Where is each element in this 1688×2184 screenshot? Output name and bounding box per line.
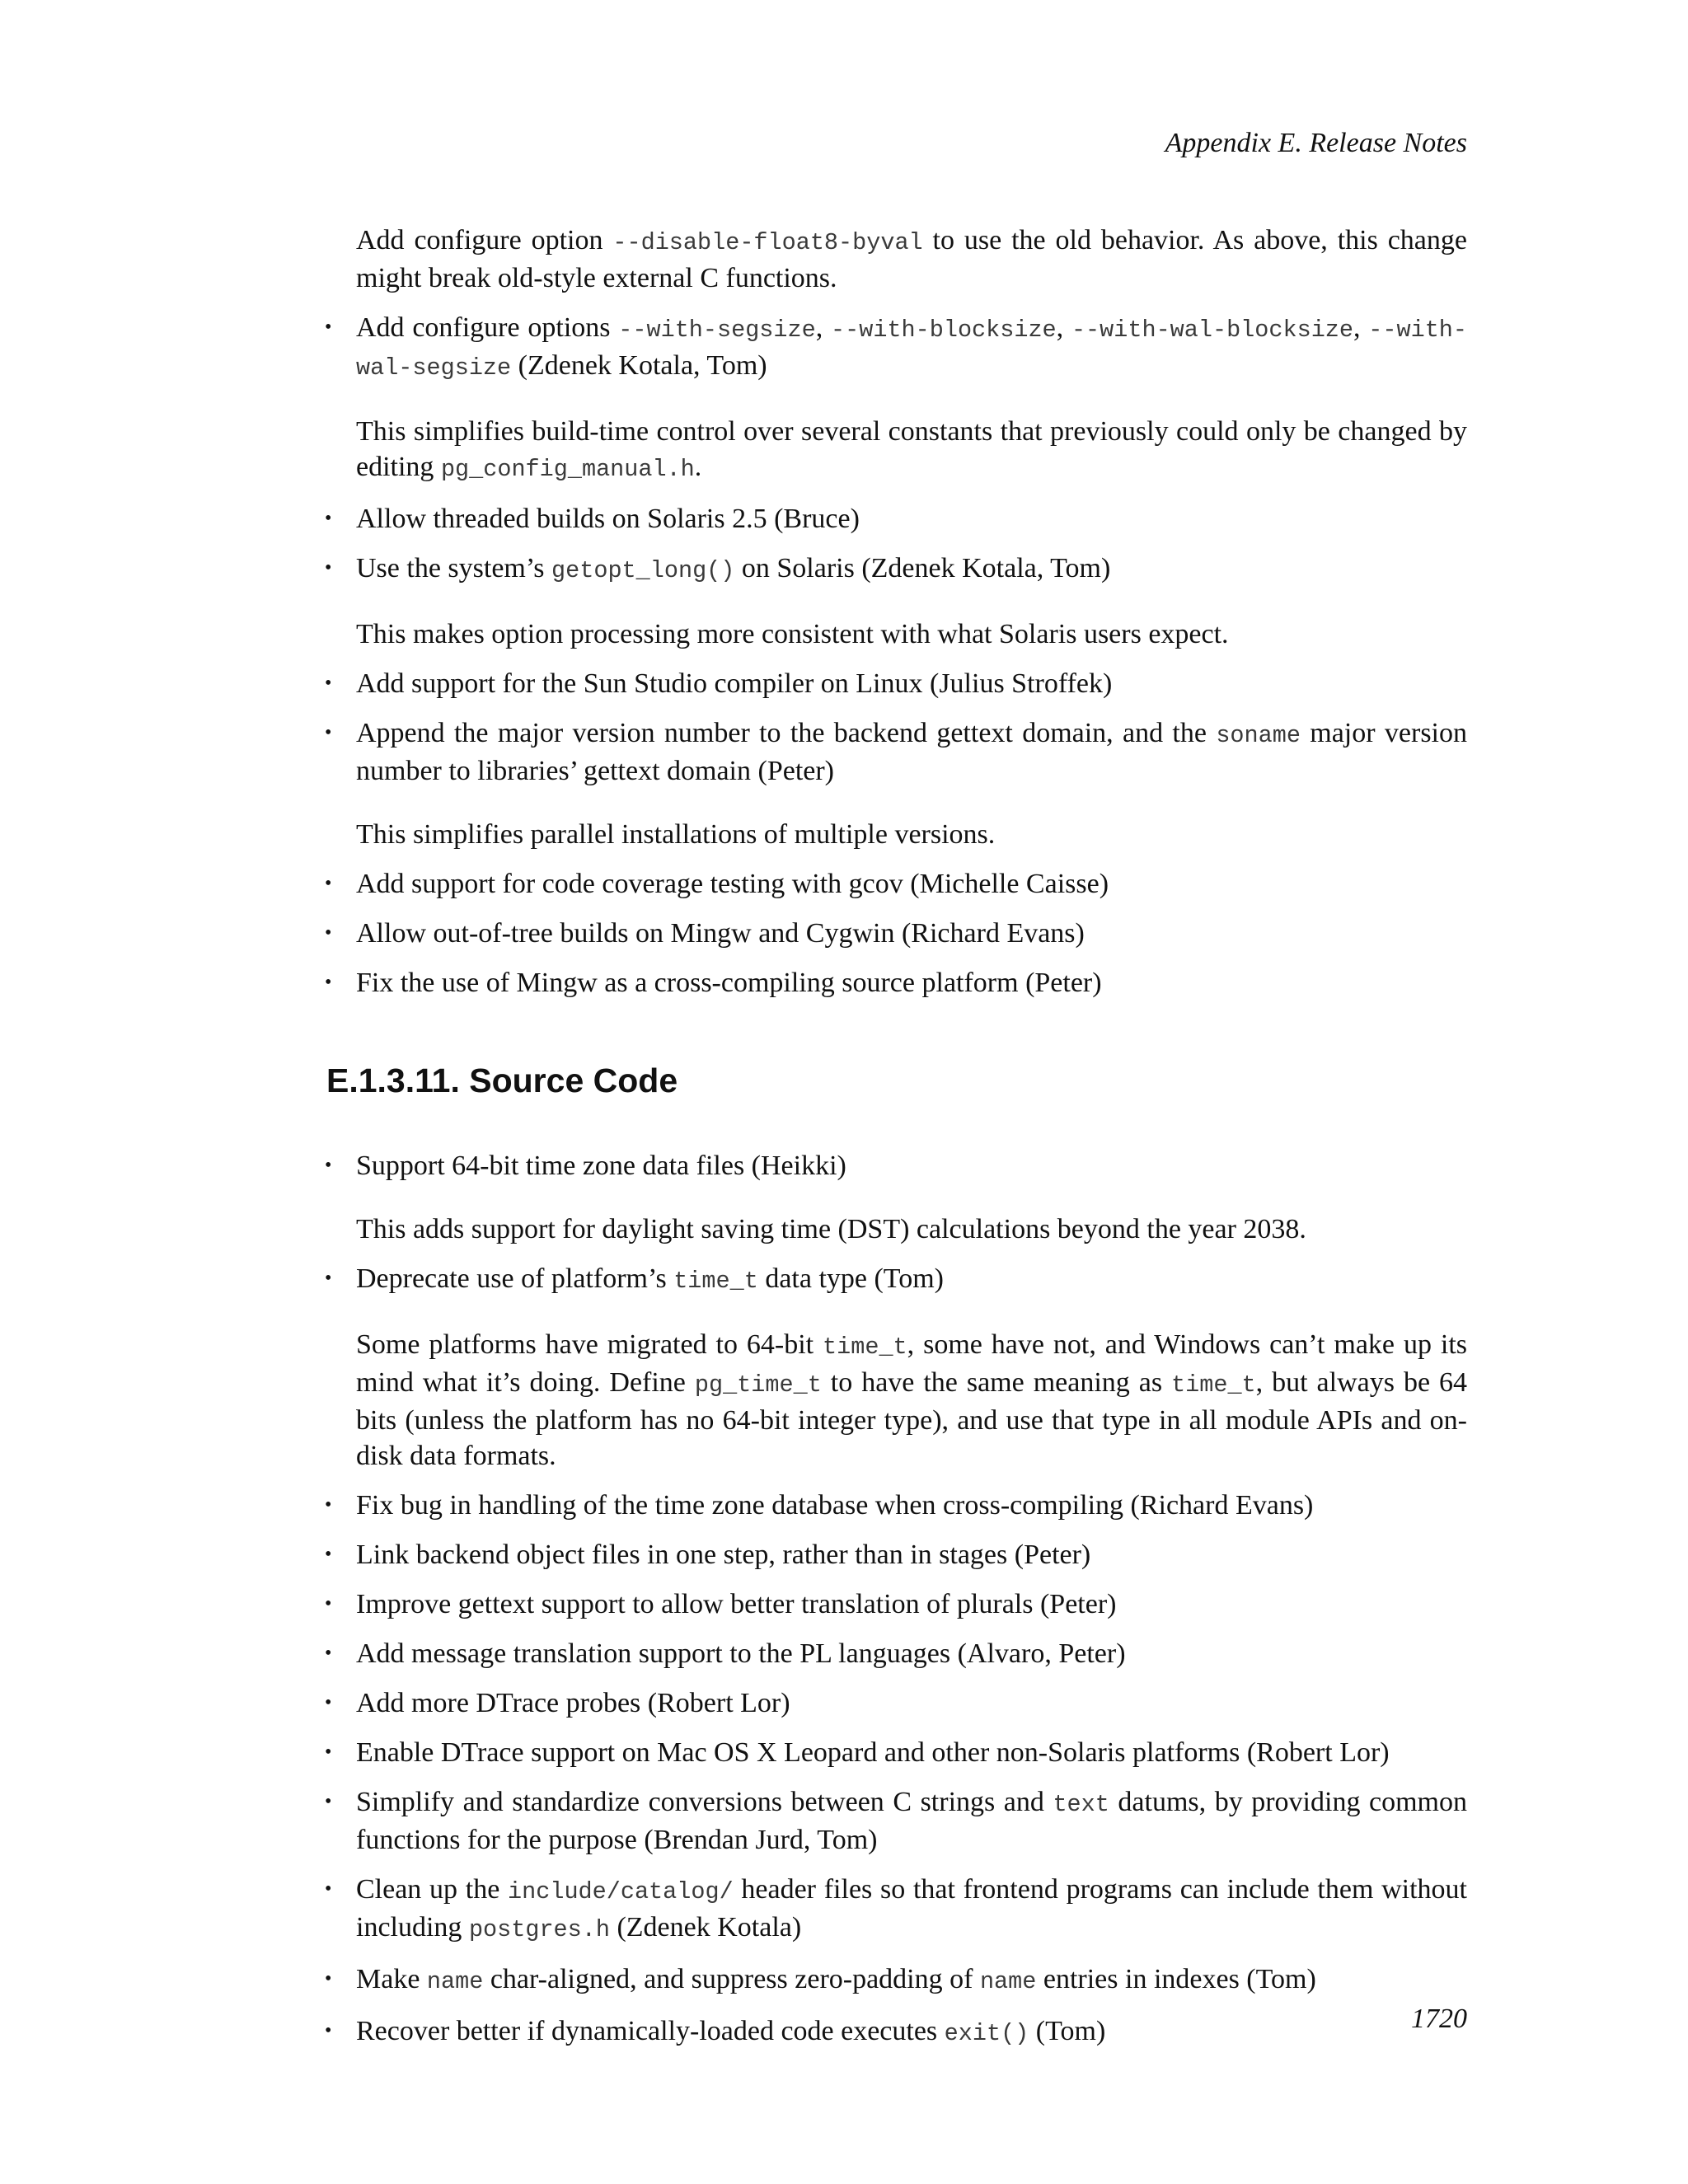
text-run: (Zdenek Kotala, Tom) [511, 350, 767, 381]
list-item-text [356, 718, 1467, 786]
list-item-text [356, 1540, 1090, 1570]
text-run: , some have not, and Windows can’t make up its mind what it’s doing. Define [356, 1329, 1468, 1398]
section-heading: E.1.3.11. Source Code [326, 1062, 678, 1099]
list-item-text [356, 312, 1467, 381]
text-run: Link backend object files in one step, rather than in stages (Peter) [356, 1540, 1091, 1570]
text-run: Some platforms have migrated to 64-bit [356, 1329, 823, 1360]
paragraph-text [356, 619, 1229, 649]
list-item [326, 1488, 1467, 1523]
paragraph [326, 414, 1467, 487]
inline-code: getopt_long() [551, 557, 735, 584]
text-run: This adds support for daylight saving time (DST) calculations beyond the year 2038. [356, 1214, 1306, 1244]
list-item [326, 1784, 1467, 1858]
inline-code: text [1053, 1791, 1109, 1818]
list-item-text [356, 1964, 1316, 1994]
list-item-text [356, 1490, 1313, 1521]
list-item-text [356, 1151, 846, 1181]
list-item [326, 1586, 1467, 1622]
list-item-text [356, 918, 1085, 949]
text-run: (Zdenek Kotala) [609, 1912, 802, 1943]
inline-code: --with-wal-segsize [356, 316, 1468, 382]
inline-code: time_t [1171, 1371, 1256, 1399]
list-item-text [356, 869, 1109, 899]
text-run: entries in indexes (Tom) [1036, 1964, 1316, 1994]
list-item [326, 715, 1467, 789]
text-run: to have the same meaning as [821, 1367, 1172, 1398]
list-item-text [356, 2016, 1105, 2046]
list-item [326, 2013, 1467, 2051]
list-item-text [356, 668, 1112, 699]
text-run: Use the system’s [356, 553, 552, 583]
text-run: data type (Tom) [757, 1263, 944, 1294]
paragraph [326, 1327, 1467, 1474]
text-run: major version number to libraries’ gettext domain (Peter) [356, 718, 1467, 786]
text-run: , [1056, 312, 1071, 343]
list-item-text [356, 1263, 944, 1294]
text-run: Add configure option [356, 225, 613, 255]
paragraph-text [356, 416, 1467, 482]
text-run: Support 64-bit time zone data files (Heikki) [356, 1151, 846, 1181]
list-item [326, 1636, 1467, 1671]
list-item [326, 666, 1467, 701]
text-run: Add more DTrace probes (Robert Lor) [356, 1688, 790, 1718]
paragraph [326, 817, 1467, 852]
text-run: Fix bug in handling of the time zone database when cross-compiling (Richard Evans) [356, 1490, 1314, 1521]
list-item [326, 965, 1467, 1001]
inline-code: --disable-float8-byval [612, 229, 923, 256]
list-item-text [356, 1737, 1390, 1768]
list-item [326, 501, 1467, 537]
paragraph [326, 616, 1467, 652]
list-item-text [356, 1589, 1116, 1619]
text-run: Append the major version number to the backend gettext domain, and the [356, 718, 1217, 748]
page-content [326, 194, 1467, 2065]
list-item-text [356, 1688, 790, 1718]
inline-code: --with-segsize [618, 316, 816, 344]
inline-code: pg_config_manual.h [440, 456, 695, 483]
paragraph-text [356, 819, 995, 850]
list-item [326, 1148, 1467, 1183]
list-item [326, 310, 1467, 386]
inline-code: --with-blocksize [831, 316, 1057, 344]
list-item [326, 866, 1467, 902]
text-run: Enable DTrace support on Mac OS X Leopard and other non-Solaris platforms (Robert Lor) [356, 1737, 1390, 1768]
text-run: Simplify and standardize conversions between C strings and [356, 1787, 1053, 1817]
inline-code: soname [1216, 722, 1301, 749]
page-number: 1720 [1411, 2004, 1467, 2034]
inline-code: --with-wal-blocksize [1071, 316, 1354, 344]
paragraph [326, 223, 1467, 296]
text-run: datums, by providing common functions for the purpose (Brendan Jurd, Tom) [356, 1787, 1467, 1855]
list-item-text [356, 553, 1110, 583]
text-run: Improve gettext support to allow better translation of plurals (Peter) [356, 1589, 1117, 1619]
text-run: Allow out-of-tree builds on Mingw and Cygwin (Richard Evans) [356, 918, 1085, 949]
text-run: char-aligned, and suppress zero-padding of [483, 1964, 980, 1994]
paragraph-text [356, 225, 1467, 293]
text-run: Add support for the Sun Studio compiler on Linux (Julius Stroffek) [356, 668, 1113, 699]
text-run: This makes option processing more consistent with what Solaris users expect. [356, 619, 1229, 649]
text-run: header files so that frontend programs can include them without including [356, 1874, 1468, 1943]
text-run: Deprecate use of platform’s [356, 1263, 674, 1294]
list-item [326, 1685, 1467, 1721]
paragraph-text [356, 1329, 1467, 1471]
inline-code: pg_time_t [694, 1371, 822, 1399]
inline-code: exit() [944, 2020, 1029, 2047]
text-run: Recover better if dynamically-loaded code executes [356, 2016, 945, 2046]
text-run: Add message translation support to the PL languages (Alvaro, Peter) [356, 1638, 1126, 1669]
text-run: . [694, 452, 702, 482]
text-run: Add configure options [356, 312, 619, 343]
text-run: Fix the use of Mingw as a cross-compiling source platform (Peter) [356, 968, 1102, 998]
text-run: This simplifies build-time control over several constants that previously could only be changed by editing [356, 416, 1467, 482]
inline-code: time_t [673, 1268, 758, 1295]
paragraph [326, 1212, 1467, 1247]
list-item [326, 1961, 1467, 1999]
text-run: on Solaris (Zdenek Kotala, Tom) [734, 553, 1111, 583]
list-item [326, 1735, 1467, 1770]
inline-code: postgres.h [468, 1916, 610, 1943]
list-item [326, 1537, 1467, 1572]
text-run: Make [356, 1964, 427, 1994]
list-item-text [356, 968, 1102, 998]
list-item [326, 1872, 1467, 1947]
paragraph-text [356, 1214, 1306, 1244]
text-run: Clean up the [356, 1874, 509, 1905]
text-run: Add support for code coverage testing with gcov (Michelle Caisse) [356, 869, 1109, 899]
text-run: , [815, 312, 832, 343]
text-run: , but always be 64 bits (unless the platform has no 64-bit integer type), and use that type in all module APIs and on-disk data formats. [356, 1367, 1468, 1471]
inline-code: include/catalog/ [508, 1878, 734, 1905]
running-header: Appendix E. Release Notes [1165, 128, 1467, 158]
text-run: This simplifies parallel installations of multiple versions. [356, 819, 996, 850]
list-item [326, 551, 1467, 588]
list-item-text [356, 1638, 1126, 1669]
text-run: (Tom) [1029, 2016, 1106, 2046]
inline-code: name [979, 1968, 1037, 1995]
list-item-text [356, 1874, 1467, 1943]
inline-code: time_t [823, 1333, 907, 1361]
text-run: , [1353, 312, 1369, 343]
list-item [326, 1261, 1467, 1299]
inline-code: name [426, 1968, 484, 1995]
text-run: Allow threaded builds on Solaris 2.5 (Bruce) [356, 504, 860, 534]
list-item [326, 916, 1467, 951]
list-item-text [356, 504, 860, 534]
list-item-text [356, 1787, 1467, 1855]
text-run: to use the old behavior. As above, this change might break old-style external C functions. [356, 225, 1467, 293]
